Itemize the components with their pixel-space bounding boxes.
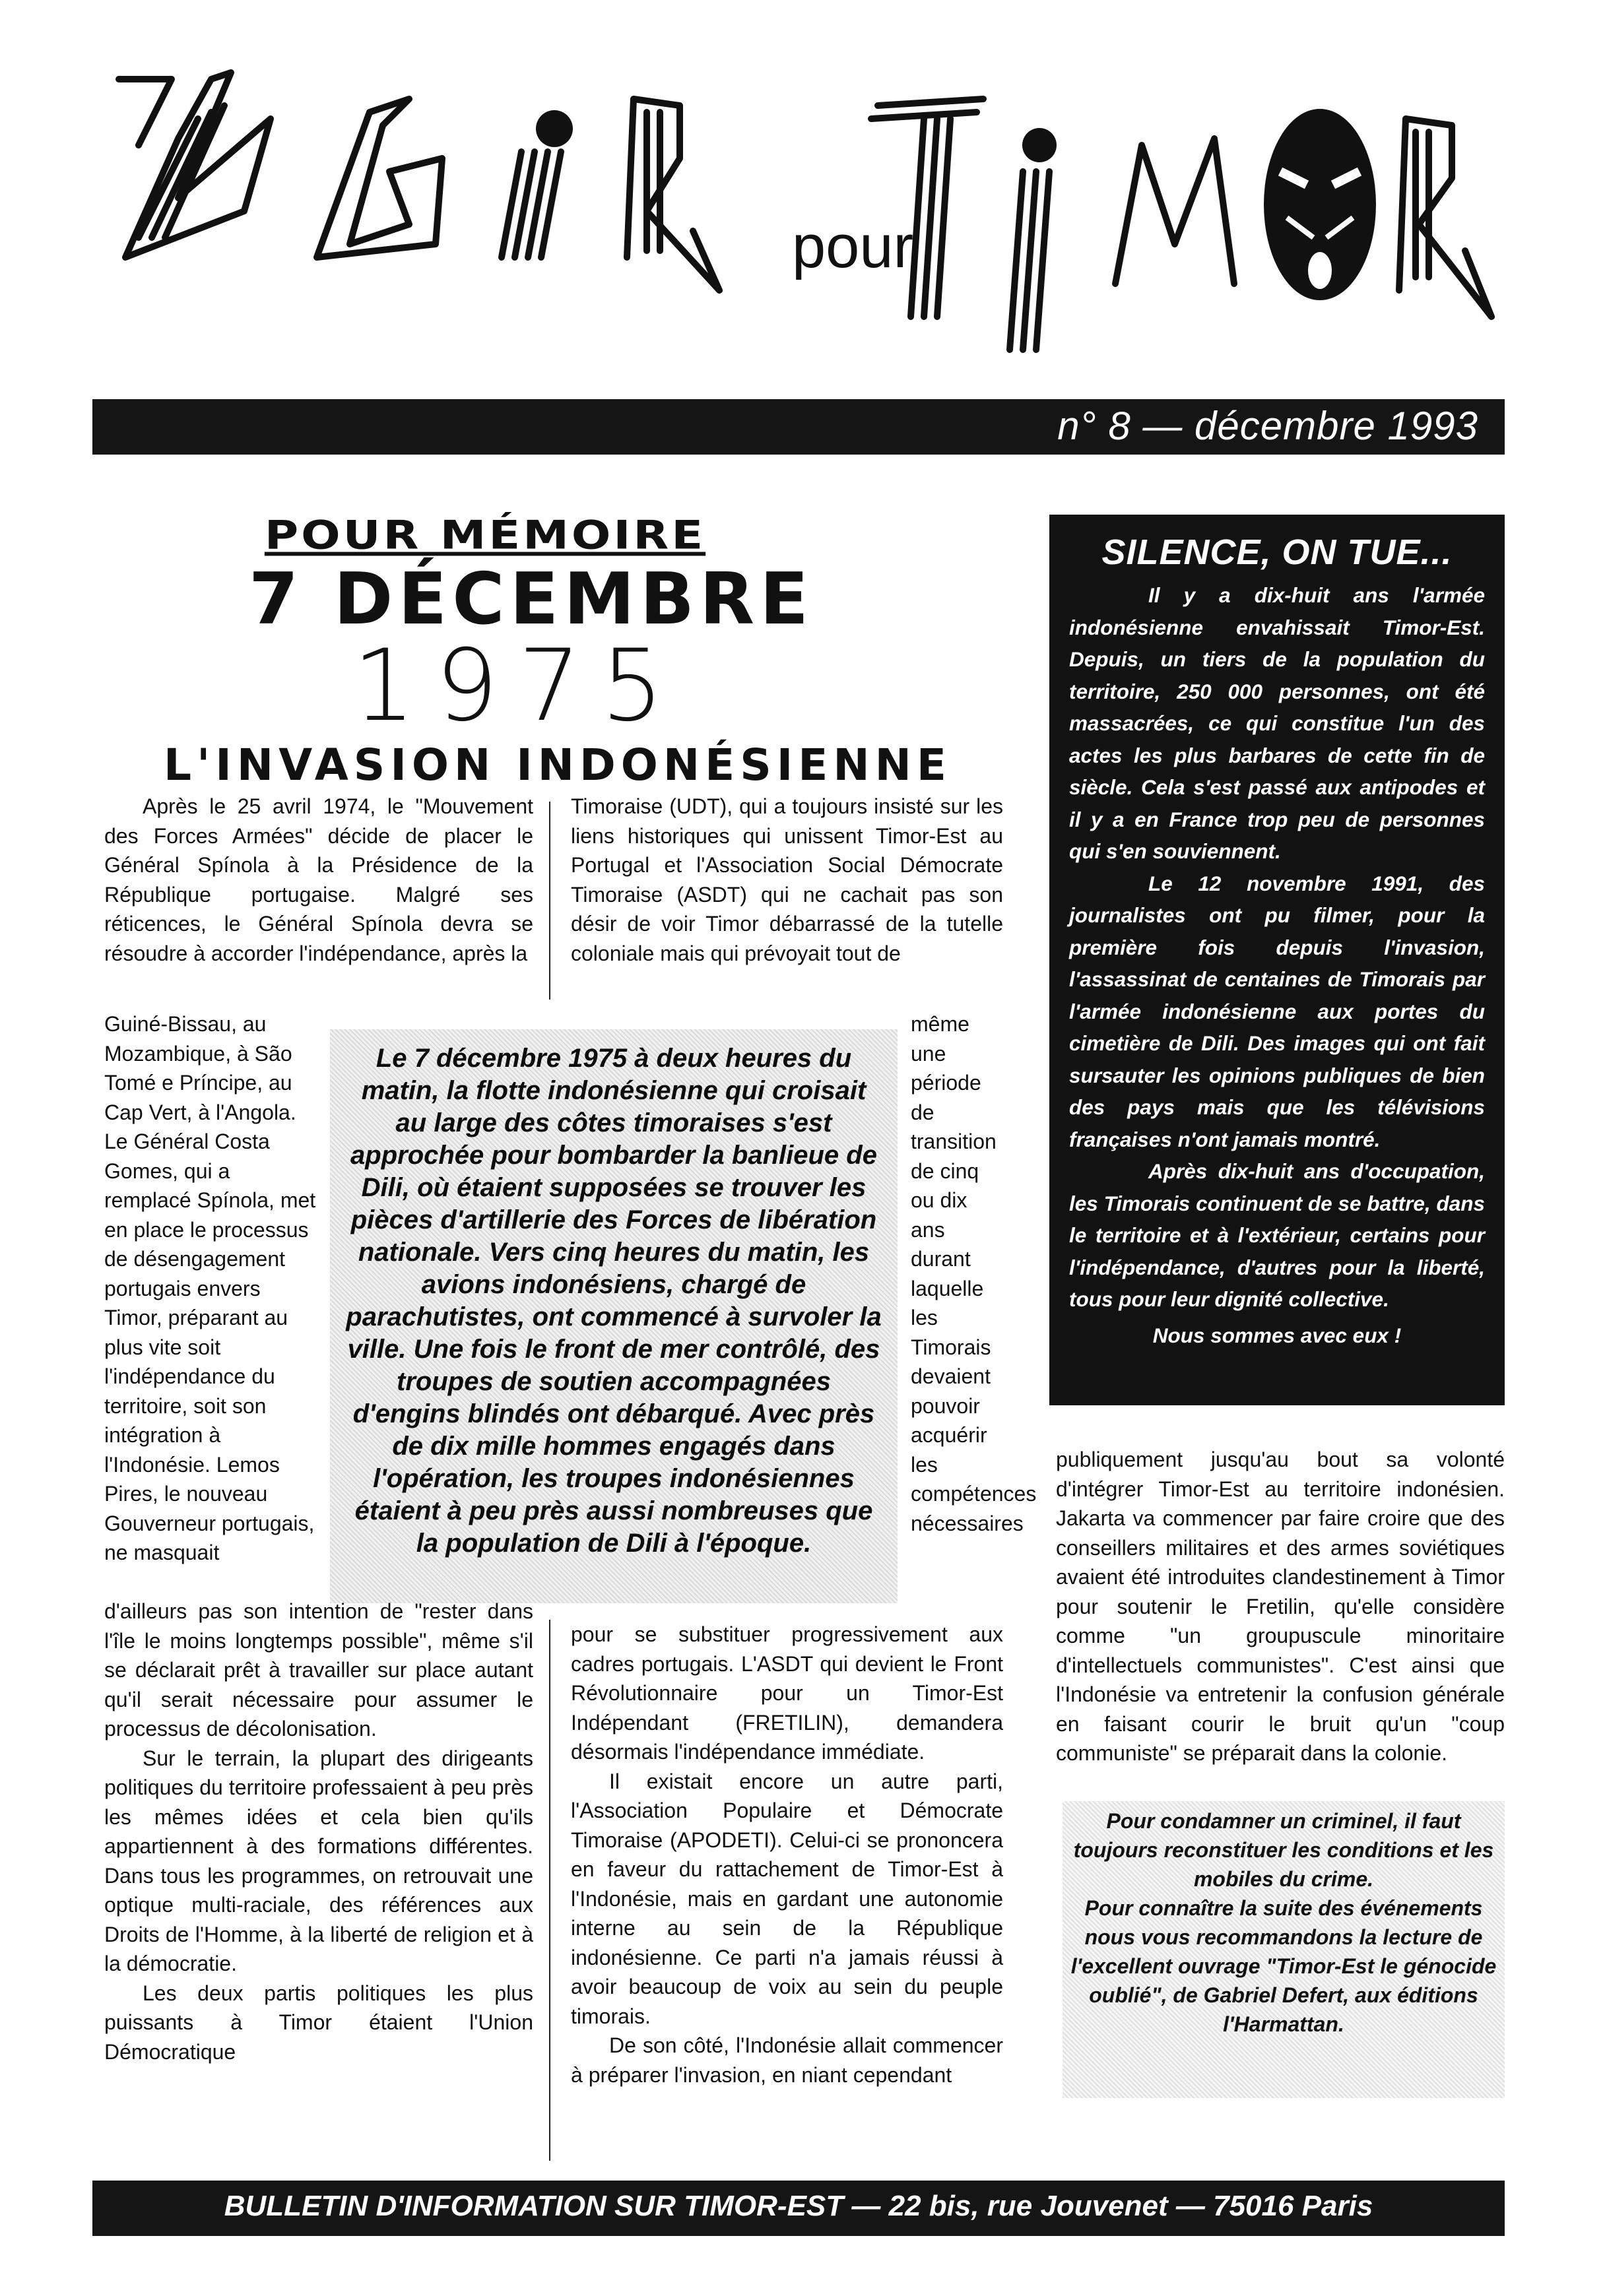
- article-paragraph: Les deux partis politiques les plus puissants à Timor étaient l'Union Démocratique: [104, 1981, 533, 2064]
- article-paragraph: Il existait encore un autre parti, l'Association Populaire et Démocrate Timoraise (APODETI). Celui-ci se prononcera en faveur du rattachement de Timor-Est à l'Indonésie, mais en gardant une autonomie interne au sein de la République indonésienne. Ce parti n'a jamais réussi à avoir beaucoup de voix au sein du peuple timorais.: [571, 1769, 1003, 2028]
- article-col1-narrow: [104, 1009, 322, 1568]
- recommendation-text: Pour connaître la suite des événements nous vous recommandons la lecture de l'excellent ouvrage "Timor-Est le génocide oublié", de Gabriel Defert, aux éditions l'Harmattan.: [1070, 1896, 1497, 2036]
- mask-icon: [1264, 109, 1376, 300]
- issue-label: n° 8 — décembre 1993: [1057, 404, 1478, 448]
- article-paragraph: publiquement jusqu'au bout sa volonté d'intégrer Timor-Est au territoire indonésien. Jakarta va commencer par faire croire que des conseillers militaires et des armes soviétiques avaient été introduites clandestinement à Timor pour soutenir le Fretilin, qu'elle considère comme "un groupuscule minoritaire d'intellectuels communistes". C'est ainsi que l'Indonésie va entretenir la confusion générale en faisant courir le bruit qu'un "coup communiste" se préparait dans la colonie.: [1056, 1448, 1505, 1765]
- article-paragraph: d'ailleurs pas son intention de "rester dans l'île le moins longtemps possible", même s'il se déclarait prêt à travailler sur place autant qu'il serait nécessaire pour assumer le processus de décolonisation.: [104, 1599, 533, 1740]
- column-divider: [549, 1620, 550, 2161]
- masthead-pour: pour: [792, 213, 914, 280]
- headline-block: [99, 508, 1016, 790]
- article-col1-bottom: [104, 1597, 533, 2066]
- sidebar-paragraph: Le 12 novembre 1991, des journalistes ont pu filmer, pour la première fois depuis l'invasion, l'assassinat de centaines de Timorais par l'armée indonésienne aux portes du cimetière de Dili. Des images qui ont fait sursauter les opinions publiques de bien des pays mais que les télévisions françaises n'ont jamais montré.: [1069, 871, 1485, 1151]
- article-paragraph: pour se substituer progressivement aux cadres portugais. L'ASDT qui devient le Front Révolutionnaire pour un Timor-Est Indépendant (FRETILIN), demandera désormais l'indépendance immédiate.: [571, 1622, 1003, 1764]
- footer-text: BULLETIN D'INFORMATION SUR TIMOR-EST — 22 bis, rue Jouvenet — 75016 Paris: [224, 2190, 1373, 2222]
- headline-subtitle: L'INVASION INDONÉSIENNE: [164, 740, 952, 791]
- article-col3: [1056, 1445, 1505, 1768]
- sidebar-closing: Nous sommes avec eux !: [1152, 1323, 1402, 1347]
- recommendation-text: Pour condamner un criminel, il faut toujours reconstituer les conditions et les mobiles du crime.: [1073, 1809, 1494, 1891]
- column-divider: [549, 802, 550, 1000]
- article-paragraph: Sur le terrain, la plupart des dirigeants politiques du territoire professaient à peu près les mêmes idées et cela bien qu'ils appartiennent à des formations différentes. Dans tous les programmes, on retrouvait une optique multi-raciale, des références aux Droits de l'Homme, à la liberté de religion et à la démocratie.: [104, 1746, 533, 1975]
- recommendation-box: [1063, 1801, 1505, 2098]
- article-paragraph: Après le 25 avril 1974, le "Mouvement des Forces Armées" décide de placer le Général Spínola à la Présidence de la République portugaise. Malgré ses réticences, le Général Spínola devra se résoudre à accorder l'indépendance, après la: [104, 794, 533, 965]
- sidebar-box: [1049, 515, 1505, 1405]
- sidebar-paragraph: Après dix-huit ans d'occupation, les Timorais continuent de se battre, dans le territoire et à l'extérieur, certains pour l'indépendance, d'autres pour la liberté, tous pour leur dignité collective.: [1069, 1159, 1485, 1311]
- footer-bar: [92, 2181, 1505, 2236]
- headline-date: 7 DÉCEMBRE: [249, 558, 814, 641]
- sidebar-title: SILENCE, ON TUE...: [1101, 532, 1453, 572]
- article-col2-narrow: [911, 1009, 1037, 1538]
- article-col2-bottom: [571, 1620, 1003, 2089]
- article-col1-top: [104, 792, 533, 968]
- article-paragraph: Guiné-Bissau, au Mozambique, à São Tomé e Príncipe, au Cap Vert, à l'Angola. Le Général Costa Gomes, qui a remplacé Spínola, met en place le processus de désengagement portugais envers Timor, préparant au plus vite soit l'indépendance du territoire, soit son intégration à l'Indonésie. Lemos Pires, le nouveau Gouverneur portugais, ne masquait: [104, 1012, 316, 1564]
- issue-bar: [92, 399, 1505, 455]
- headline-kicker: POUR MÉMOIRE: [264, 512, 706, 558]
- pullquote: [330, 1029, 898, 1603]
- article-paragraph: De son côté, l'Indonésie allait commencer à préparer l'invasion, en niant cependant: [571, 2033, 1003, 2087]
- headline-year: 1975: [352, 629, 684, 744]
- sidebar-paragraph: Il y a dix-huit ans l'armée indonésienne envahissait Timor-Est. Depuis, un tiers de la population du territoire, 250 000 personnes, ont été massacrées, ce qui constitue l'un des actes les plus barbares de cette fin de siècle. Cela s'est passé aux antipodes et il y a en France trop peu de personnes qui s'en souviennent.: [1069, 583, 1485, 863]
- article-paragraph: même une période de transition de cinq ou dix ans durant laquelle les Timorais devaient pouvoir acquérir les compétences nécessaires: [911, 1012, 1037, 1535]
- masthead-logo: [99, 40, 1505, 369]
- article-paragraph: Timoraise (UDT), qui a toujours insisté sur les liens historiques qui unissent Timor-Est au Portugal et l'Association Social Démocrate Timoraise (ASDT) qui ne cachait pas son désir de voir Timor débarrassé de la tutelle coloniale mais qui prévoyait tout de: [571, 794, 1003, 965]
- pullquote-text: Le 7 décembre 1975 à deux heures du matin, la flotte indonésienne qui croisait au large des côtes timoraises s'est approchée pour bombarder la banlieue de Dili, où étaient supposées se trouver les pièces d'artillerie des Forces de libération nationale. Vers cinq heures du matin, les avions indonésiens, chargé de parachutistes, ont commencé à survoler la ville. Une fois le front de mer contrôlé, des troupes de soutien accompagnées d'engins blindés ont débarqué. Avec près de dix mille hommes engagés dans l'opération, les troupes indonésiennes étaient à peu près aussi nombreuses que la population de Dili à l'époque.: [346, 1044, 882, 1558]
- article-col2-top: [571, 792, 1003, 968]
